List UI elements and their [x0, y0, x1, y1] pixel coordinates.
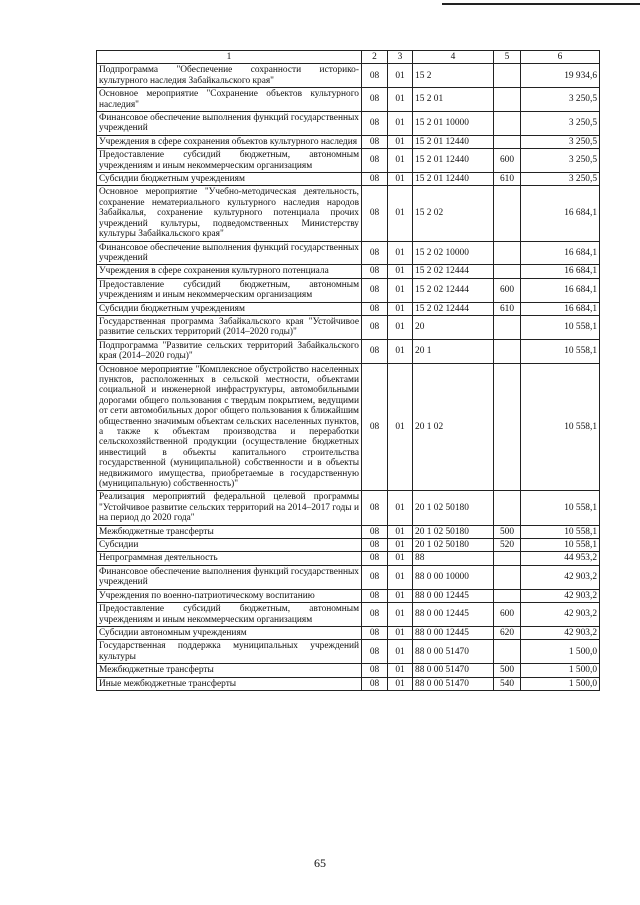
table-row — [97, 173, 600, 186]
subsection-code: 01 — [388, 339, 413, 363]
amount: 1 500,0 — [521, 664, 600, 677]
expense-type-code — [494, 315, 521, 339]
table-row — [97, 664, 600, 677]
table-row — [97, 491, 600, 525]
section-code: 08 — [362, 363, 388, 491]
section-code: 08 — [362, 135, 388, 148]
expense-type-code: 500 — [494, 525, 521, 538]
section-code: 08 — [362, 539, 388, 552]
row-name: Основное мероприятие "Комплексное обустройство населенных пунктов, расположенных в сельской местности, объектами социальной и инженерной инфраструктуры, автомобильными дорогами общего пользования с твердым покрытием, ведущими от сети автомобильных дорог общего пользования к ближайшим общественно значимым объектам сельских населенных пунктов, а также к объектам производства и переработки сельскохозяйственной продукции (осуществление бюджетных инвестиций в объекты капитального строительства государственной (муниципальной) собственности и в объекты недвижимого имущества, приобретаемые в государственную (муниципальную) собственность)" — [97, 363, 362, 491]
section-code: 08 — [362, 664, 388, 677]
subsection-code: 01 — [388, 88, 413, 112]
section-code: 08 — [362, 640, 388, 664]
subsection-code: 01 — [388, 640, 413, 664]
amount: 42 903,2 — [521, 589, 600, 602]
amount: 16 684,1 — [521, 186, 600, 241]
target-article-code: 15 2 01 12440 — [413, 135, 494, 148]
target-article-code: 20 1 02 50180 — [413, 525, 494, 538]
section-code: 08 — [362, 552, 388, 565]
amount: 10 558,1 — [521, 363, 600, 491]
table-row — [97, 112, 600, 136]
row-name: Основное мероприятие "Учебно-методическая деятельность, сохранение нематериального культурного наследия народов Забайкалья, сохранение культурного потенциала прочих учреждений культуры, подведомственных Министерству культуры Забайкальского края" — [97, 186, 362, 241]
subsection-code: 01 — [388, 173, 413, 186]
subsection-code: 01 — [388, 626, 413, 639]
row-name: Учреждения в сфере сохранения объектов культурного наследия — [97, 135, 362, 148]
table-row — [97, 302, 600, 315]
expense-type-code: 500 — [494, 664, 521, 677]
section-code: 08 — [362, 173, 388, 186]
target-article-code: 15 2 02 12444 — [413, 302, 494, 315]
table-row — [97, 186, 600, 241]
table-row — [97, 677, 600, 690]
table-row — [97, 603, 600, 627]
expense-type-code — [494, 363, 521, 491]
row-name: Субсидии — [97, 539, 362, 552]
expense-type-code: 600 — [494, 278, 521, 302]
subsection-code: 01 — [388, 677, 413, 690]
amount: 19 934,6 — [521, 64, 600, 88]
header-col-3: 3 — [388, 51, 413, 64]
subsection-code: 01 — [388, 363, 413, 491]
header-col-6: 6 — [521, 51, 600, 64]
table-row — [97, 552, 600, 565]
section-code: 08 — [362, 589, 388, 602]
subsection-code: 01 — [388, 302, 413, 315]
expense-type-code — [494, 552, 521, 565]
table-row — [97, 539, 600, 552]
row-name: Основное мероприятие "Сохранение объектов культурного наследия" — [97, 88, 362, 112]
subsection-code: 01 — [388, 664, 413, 677]
section-code: 08 — [362, 491, 388, 525]
amount: 16 684,1 — [521, 278, 600, 302]
row-name: Финансовое обеспечение выполнения функций государственных учреждений — [97, 565, 362, 589]
row-name: Учреждения в сфере сохранения культурного потенциала — [97, 265, 362, 278]
amount: 42 903,2 — [521, 603, 600, 627]
header-col-4: 4 — [413, 51, 494, 64]
target-article-code: 15 2 02 10000 — [413, 241, 494, 265]
header-col-5: 5 — [494, 51, 521, 64]
amount: 42 903,2 — [521, 565, 600, 589]
subsection-code: 01 — [388, 64, 413, 88]
amount: 3 250,5 — [521, 112, 600, 136]
row-name: Предоставление субсидий бюджетным, автономным учреждениям и иным некоммерческим организациям — [97, 603, 362, 627]
amount: 16 684,1 — [521, 241, 600, 265]
row-name: Субсидии автономным учреждениям — [97, 626, 362, 639]
row-name: Субсидии бюджетным учреждениям — [97, 302, 362, 315]
row-name: Межбюджетные трансферты — [97, 664, 362, 677]
section-code: 08 — [362, 64, 388, 88]
table-row — [97, 149, 600, 173]
section-code: 08 — [362, 149, 388, 173]
subsection-code: 01 — [388, 565, 413, 589]
row-name: Подпрограмма "Обеспечение сохранности историко-культурного наследия Забайкальского края" — [97, 64, 362, 88]
section-code: 08 — [362, 565, 388, 589]
target-article-code: 88 0 00 51470 — [413, 664, 494, 677]
target-article-code: 15 2 02 — [413, 186, 494, 241]
target-article-code: 20 — [413, 315, 494, 339]
expense-type-code — [494, 64, 521, 88]
subsection-code: 01 — [388, 552, 413, 565]
expense-type-code — [494, 186, 521, 241]
target-article-code: 88 0 00 12445 — [413, 603, 494, 627]
expense-type-code: 610 — [494, 173, 521, 186]
subsection-code: 01 — [388, 278, 413, 302]
expense-type-code: 600 — [494, 149, 521, 173]
section-code: 08 — [362, 315, 388, 339]
row-name: Государственная поддержка муниципальных учреждений культуры — [97, 640, 362, 664]
target-article-code: 20 1 — [413, 339, 494, 363]
amount: 42 903,2 — [521, 626, 600, 639]
amount: 10 558,1 — [521, 491, 600, 525]
row-name: Субсидии бюджетным учреждениям — [97, 173, 362, 186]
section-code: 08 — [362, 302, 388, 315]
amount: 3 250,5 — [521, 149, 600, 173]
subsection-code: 01 — [388, 589, 413, 602]
table-row — [97, 315, 600, 339]
section-code: 08 — [362, 241, 388, 265]
target-article-code: 20 1 02 50180 — [413, 539, 494, 552]
subsection-code: 01 — [388, 135, 413, 148]
target-article-code: 15 2 02 12444 — [413, 278, 494, 302]
section-code: 08 — [362, 603, 388, 627]
expense-type-code — [494, 112, 521, 136]
target-article-code: 88 0 00 12445 — [413, 626, 494, 639]
table-row — [97, 278, 600, 302]
row-name: Реализация мероприятий федеральной целевой программы "Устойчивое развитие сельских территорий на 2014–2017 годы и на период до 2020 года" — [97, 491, 362, 525]
subsection-code: 01 — [388, 603, 413, 627]
page-number: 65 — [314, 856, 326, 870]
budget-table — [96, 50, 600, 691]
amount: 3 250,5 — [521, 88, 600, 112]
target-article-code: 20 1 02 — [413, 363, 494, 491]
expense-type-code: 540 — [494, 677, 521, 690]
top-rule — [442, 3, 640, 5]
table-row — [97, 589, 600, 602]
row-name: Иные межбюджетные трансферты — [97, 677, 362, 690]
header-col-1: 1 — [97, 51, 362, 64]
subsection-code: 01 — [388, 241, 413, 265]
target-article-code: 15 2 01 12440 — [413, 149, 494, 173]
section-code: 08 — [362, 112, 388, 136]
subsection-code: 01 — [388, 265, 413, 278]
amount: 1 500,0 — [521, 677, 600, 690]
subsection-code: 01 — [388, 112, 413, 136]
table-row — [97, 525, 600, 538]
expense-type-code: 600 — [494, 603, 521, 627]
header-col-2: 2 — [362, 51, 388, 64]
target-article-code: 88 0 00 10000 — [413, 565, 494, 589]
amount: 44 953,2 — [521, 552, 600, 565]
section-code: 08 — [362, 88, 388, 112]
expense-type-code — [494, 241, 521, 265]
expense-type-code — [494, 565, 521, 589]
amount: 16 684,1 — [521, 265, 600, 278]
row-name: Межбюджетные трансферты — [97, 525, 362, 538]
row-name: Учреждения по военно-патриотическому воспитанию — [97, 589, 362, 602]
amount: 10 558,1 — [521, 539, 600, 552]
table-row — [97, 565, 600, 589]
expense-type-code: 520 — [494, 539, 521, 552]
table-row — [97, 339, 600, 363]
amount: 16 684,1 — [521, 302, 600, 315]
section-code: 08 — [362, 265, 388, 278]
table-row — [97, 626, 600, 639]
row-name: Предоставление субсидий бюджетным, автономным учреждениям и иным некоммерческим организациям — [97, 149, 362, 173]
target-article-code: 88 0 00 51470 — [413, 640, 494, 664]
section-code: 08 — [362, 677, 388, 690]
amount: 10 558,1 — [521, 525, 600, 538]
section-code: 08 — [362, 186, 388, 241]
target-article-code: 15 2 02 12444 — [413, 265, 494, 278]
table-row — [97, 363, 600, 491]
row-name: Государственная программа Забайкальского края "Устойчивое развитие сельских территорий (2014–2020 годы)" — [97, 315, 362, 339]
amount: 1 500,0 — [521, 640, 600, 664]
subsection-code: 01 — [388, 315, 413, 339]
row-name: Непрограммная деятельность — [97, 552, 362, 565]
target-article-code: 15 2 — [413, 64, 494, 88]
subsection-code: 01 — [388, 491, 413, 525]
row-name: Подпрограмма "Развитие сельских территорий Забайкальского края (2014–2020 годы)" — [97, 339, 362, 363]
table-row — [97, 241, 600, 265]
subsection-code: 01 — [388, 149, 413, 173]
table-row — [97, 64, 600, 88]
subsection-code: 01 — [388, 186, 413, 241]
target-article-code: 15 2 01 12440 — [413, 173, 494, 186]
row-name: Финансовое обеспечение выполнения функций государственных учреждений — [97, 241, 362, 265]
row-name: Финансовое обеспечение выполнения функций государственных учреждений — [97, 112, 362, 136]
expense-type-code — [494, 339, 521, 363]
expense-type-code: 620 — [494, 626, 521, 639]
target-article-code: 15 2 01 — [413, 88, 494, 112]
amount: 3 250,5 — [521, 173, 600, 186]
target-article-code: 20 1 02 50180 — [413, 491, 494, 525]
expense-type-code — [494, 589, 521, 602]
table-row — [97, 265, 600, 278]
row-name: Предоставление субсидий бюджетным, автономным учреждениям и иным некоммерческим организациям — [97, 278, 362, 302]
table-row — [97, 135, 600, 148]
target-article-code: 88 0 00 12445 — [413, 589, 494, 602]
section-code: 08 — [362, 525, 388, 538]
expense-type-code — [494, 265, 521, 278]
expense-type-code — [494, 640, 521, 664]
table-row — [97, 640, 600, 664]
table-row — [97, 88, 600, 112]
target-article-code: 88 — [413, 552, 494, 565]
target-article-code: 88 0 00 51470 — [413, 677, 494, 690]
expense-type-code — [494, 491, 521, 525]
target-article-code: 15 2 01 10000 — [413, 112, 494, 136]
subsection-code: 01 — [388, 525, 413, 538]
amount: 10 558,1 — [521, 339, 600, 363]
section-code: 08 — [362, 339, 388, 363]
expense-type-code — [494, 135, 521, 148]
subsection-code: 01 — [388, 539, 413, 552]
section-code: 08 — [362, 626, 388, 639]
amount: 10 558,1 — [521, 315, 600, 339]
expense-type-code: 610 — [494, 302, 521, 315]
amount: 3 250,5 — [521, 135, 600, 148]
section-code: 08 — [362, 278, 388, 302]
header-row — [97, 51, 600, 64]
expense-type-code — [494, 88, 521, 112]
